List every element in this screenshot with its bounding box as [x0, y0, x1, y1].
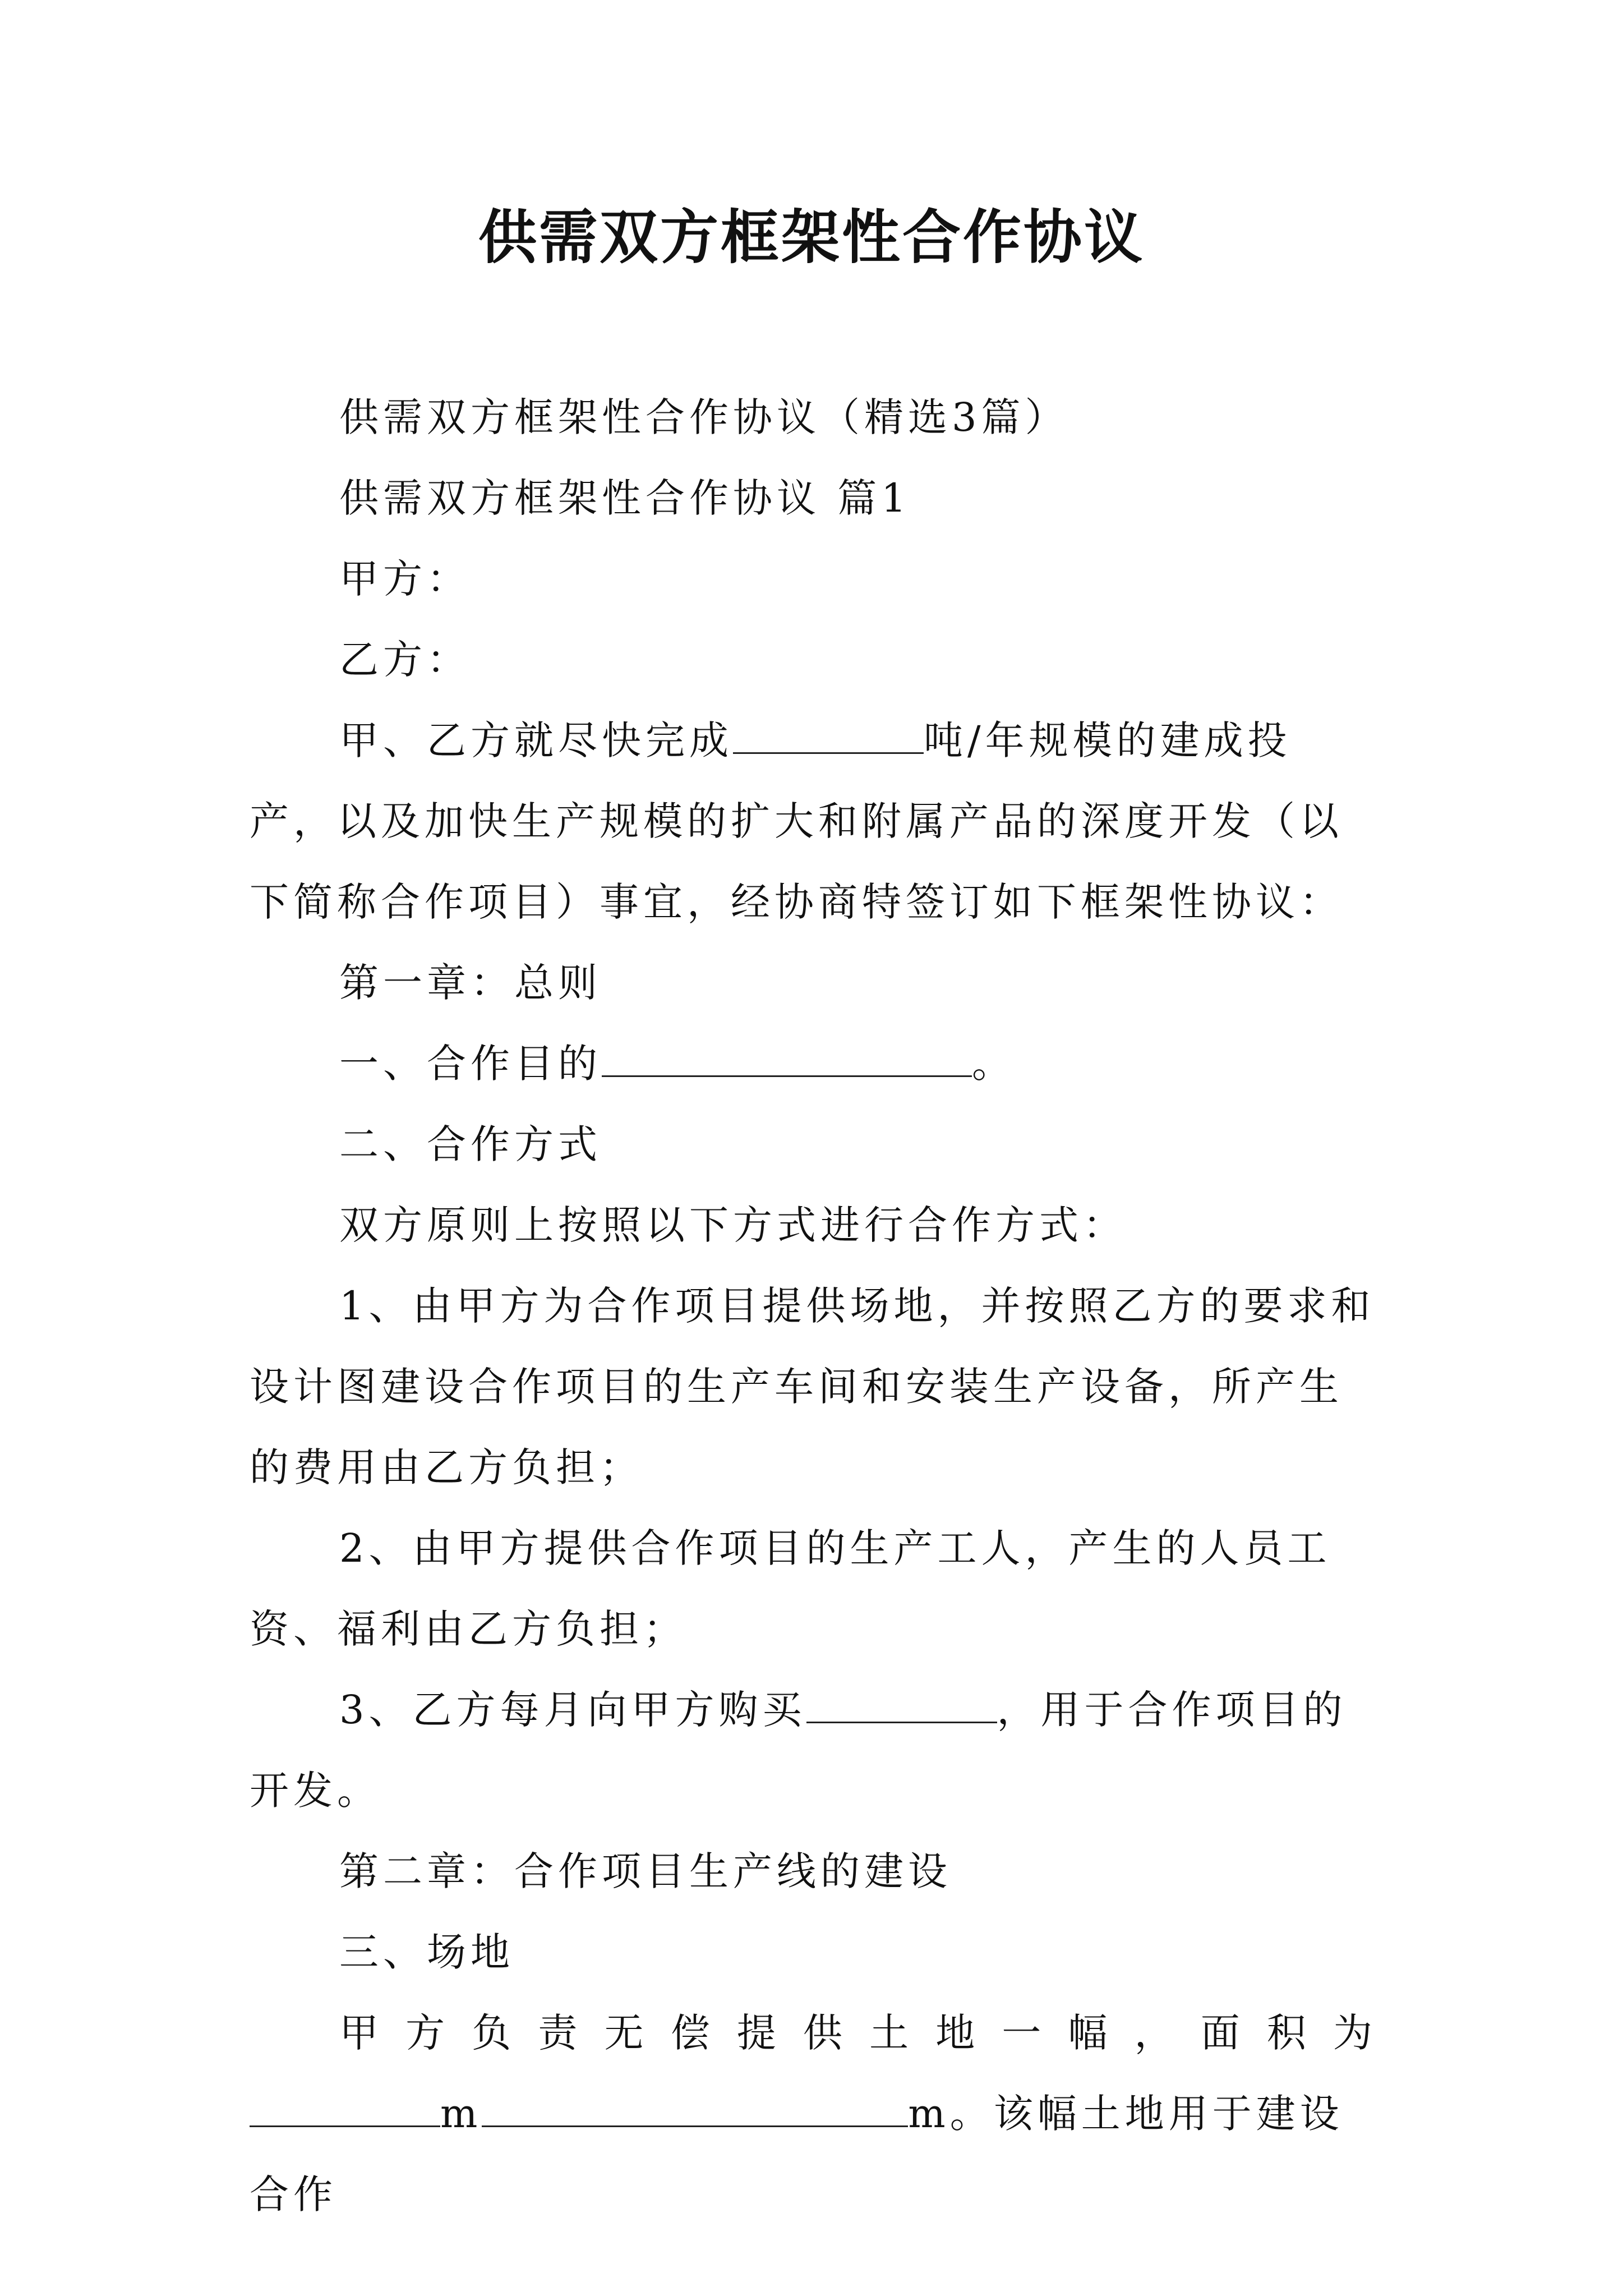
document-title: 供需双方框架性合作协议: [478, 203, 1145, 272]
coop3-text-b: ，用于合作项目的开发。: [250, 1687, 1347, 1814]
party-a-label: 甲方：: [339, 556, 471, 602]
site-unit-m: m: [440, 2091, 482, 2137]
area-blank-1: [250, 2092, 440, 2127]
intro-text-b: 吨/年规模的建成投产，以及加快生产规模的扩大和附属产品的深度开发（以下简称合作项目）事宜，经协商特签订如下框架性协议：: [250, 717, 1343, 925]
capacity-blank: [733, 719, 924, 754]
party-b-label: 乙方：: [339, 637, 471, 683]
document-body: [250, 377, 1377, 2235]
item-3: 三、场地: [339, 1929, 514, 1975]
subtitle-line: 供需双方框架性合作协议（精选3篇）: [339, 394, 1069, 440]
coop3-text-a: 3、乙方每月向甲方购买: [339, 1687, 806, 1733]
item-1-end: 。: [972, 1041, 1016, 1087]
area-blank-2: [482, 2092, 908, 2127]
site-line-1: 甲方负责无偿提供土地一幅，面积为: [339, 2010, 1377, 2056]
site-line-2-text: m。该幅土地用于建设合作: [250, 2091, 1344, 2217]
purpose-blank: [602, 1042, 972, 1077]
item-1: [250, 1023, 1377, 1104]
purchase-blank: [806, 1688, 997, 1723]
cooperation-point-3: [250, 1669, 1377, 1831]
item-2: 二、合作方式: [339, 1121, 602, 1167]
chapter-1-heading: 第一章：总则: [339, 960, 602, 1006]
chapter-2-heading: 第二章：合作项目生产线的建设: [339, 1848, 952, 1894]
cooperation-intro: 双方原则上按照以下方式进行合作方式：: [339, 1202, 1127, 1248]
intro-text-a: 甲、乙方就尽快完成: [339, 717, 733, 763]
cooperation-point-2: 2、由甲方提供合作项目的生产工人，产生的人员工资、福利由乙方负担；: [250, 1525, 1331, 1652]
part-heading: 供需双方框架性合作协议 篇1: [339, 475, 911, 521]
intro-paragraph: [250, 700, 1377, 942]
item-1-label: 一、合作目的: [339, 1041, 602, 1087]
site-line-2: [250, 2073, 1377, 2235]
cooperation-point-1: 1、由甲方为合作项目提供场地，并按照乙方的要求和设计图建设合作项目的生产车间和安装生产设备，所产生的费用由乙方负担；: [250, 1283, 1375, 1490]
